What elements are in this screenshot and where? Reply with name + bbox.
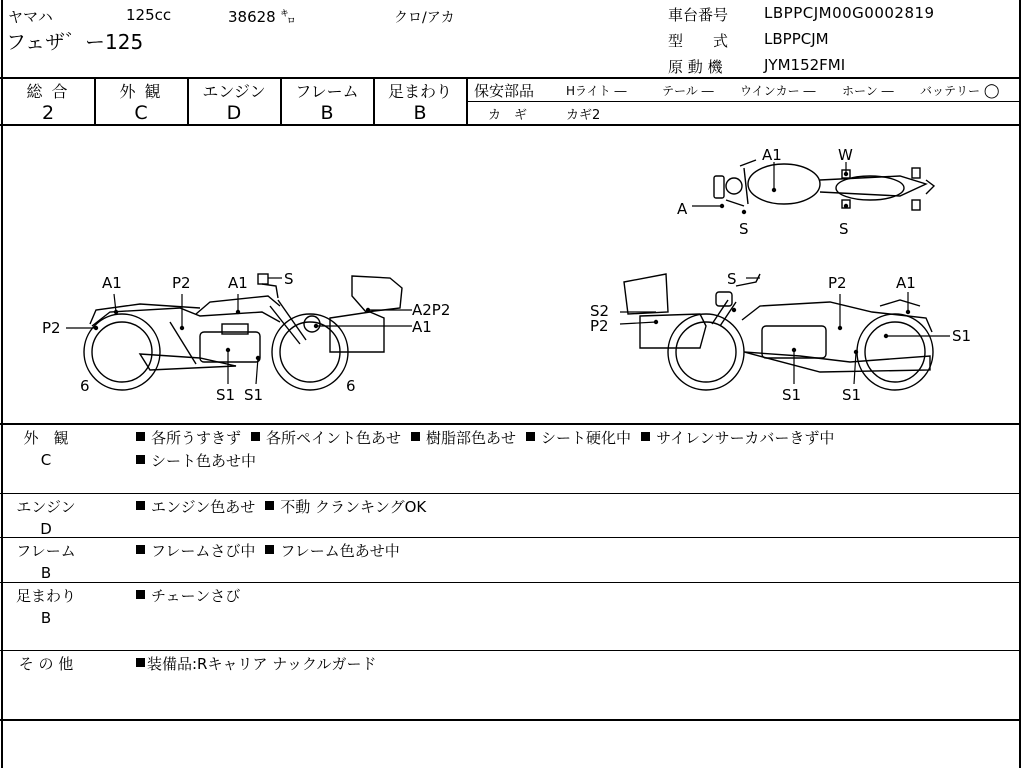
key-label: カ ギ (488, 108, 528, 123)
remark-category: 外 観 C (23, 429, 69, 469)
diagram-label: 6 (80, 377, 90, 395)
frame-no: LBPPCJM00G0002819 (764, 4, 935, 22)
displacement: 125cc (126, 6, 172, 24)
remark-lines (136, 585, 250, 608)
diagram-label: A1 (412, 318, 432, 336)
grade-label: 外 観 (119, 82, 163, 101)
remark-category: フレーム B (16, 542, 76, 582)
diagram-label: S1 (782, 386, 802, 404)
leader-lines (66, 162, 950, 384)
safety-item-winker: ウインカー ― (740, 84, 816, 98)
grade-label: 足まわり (387, 82, 452, 101)
diagram-label: A1 (762, 146, 782, 164)
rule-safety-mid (468, 101, 1021, 102)
grade-value: B (413, 102, 427, 124)
diagram-label: S (739, 220, 749, 238)
remark-item: 装備品:Rキャリア ナックルガード (136, 655, 377, 673)
remark-lines (136, 540, 410, 563)
diagram-label: P2 (590, 317, 609, 335)
remark-item: 不動 クランキングOK (265, 498, 426, 516)
rule-remark-bottom (0, 719, 1021, 721)
diagram-label: S1 (952, 327, 972, 345)
diagram-label: A1 (102, 274, 122, 292)
grade-value: 2 (41, 102, 55, 124)
safety-item-headlight: Hライト ― (566, 84, 627, 98)
diagram-label: 6 (346, 377, 356, 395)
safety-item-tail: テール ― (662, 84, 714, 98)
remark-lines (136, 653, 387, 676)
diagram-label: A1 (228, 274, 248, 292)
color: クロ/アカ (394, 10, 455, 26)
rule-remark (0, 537, 1021, 538)
remark-item: チェーンさび (136, 587, 240, 605)
safety-item-horn: ホーン ― (842, 84, 894, 98)
rule-remark (0, 650, 1021, 651)
diagram-label: S1 (216, 386, 236, 404)
engine-label: 原 動 機 (668, 58, 723, 76)
diagram-label: A2P2 (412, 301, 451, 319)
remark-item: フレーム色あせ中 (265, 542, 399, 560)
grade-suspension (374, 79, 466, 124)
remark-line (136, 540, 410, 563)
safety-items (566, 82, 1000, 99)
safety-label: 保安部品 (474, 82, 535, 100)
remark-line (136, 496, 436, 519)
diagram-label: P2 (172, 274, 191, 292)
diagram-label: S (727, 270, 737, 288)
diagram-label: A (677, 200, 688, 218)
diagram-label: S1 (244, 386, 264, 404)
rule-remark (0, 493, 1021, 494)
rule-diagram-bottom (0, 423, 1021, 425)
remark-line (136, 653, 387, 676)
diagram-label: S2 (590, 302, 610, 320)
grade-label: フレーム (295, 82, 359, 101)
diagram-label: P2 (828, 274, 847, 292)
key-value: カギ2 (566, 108, 601, 123)
safety-item-battery: バッテリー ◯ (920, 83, 1000, 99)
remark-line (136, 585, 250, 608)
remark-item: フレームさび中 (136, 542, 255, 560)
remark-line (136, 450, 844, 473)
remark-lines (136, 496, 436, 519)
grade-divider (466, 78, 468, 124)
remark-item: 各所ペイント色あせ (251, 429, 401, 447)
remark-item: シート色あせ中 (136, 452, 256, 470)
remark-category: 足まわり B (15, 587, 76, 627)
bike-top-view (714, 160, 934, 210)
grade-exterior (95, 79, 187, 124)
diagram-label: P2 (42, 319, 61, 337)
grade-engine (188, 79, 280, 124)
damage-diagram (0, 126, 1020, 422)
remark-line (136, 427, 844, 450)
engine-value: JYM152FMI (764, 56, 846, 74)
diagram-label-group (42, 146, 971, 404)
mileage: 38628 ㌔ (228, 8, 296, 26)
remark-lines (136, 427, 844, 473)
remark-item: 各所うすきず (136, 429, 241, 447)
remark-category: エンジン D (16, 498, 76, 538)
grade-overall (2, 79, 94, 124)
grade-value: D (226, 102, 242, 124)
diagram-label: S1 (842, 386, 862, 404)
maker: ヤマハ (8, 8, 53, 26)
type-value: LBPPCJM (764, 30, 829, 48)
diagram-label: S (284, 270, 294, 288)
diagram-label: A1 (896, 274, 916, 292)
type-label: 型 式 (668, 32, 729, 50)
grade-value: C (134, 102, 148, 124)
diagram-label: S (839, 220, 849, 238)
bike-right-side (624, 274, 933, 390)
grade-label: エンジン (202, 82, 266, 101)
frame-no-label: 車台番号 (668, 6, 729, 24)
diagram-label: W (838, 146, 853, 164)
remark-item: 樹脂部色あせ (411, 429, 516, 447)
rule-remark (0, 582, 1021, 583)
remark-item: エンジン色あせ (136, 498, 255, 516)
remark-category: そ の 他 (18, 655, 74, 673)
remark-item: サイレンサーカバーきず中 (641, 429, 834, 447)
model-name: フェザ゛ー125 (6, 30, 144, 54)
grade-value: B (320, 102, 334, 124)
grade-frame (281, 79, 373, 124)
grade-label: 総 合 (26, 82, 70, 101)
remark-item: シート硬化中 (526, 429, 631, 447)
